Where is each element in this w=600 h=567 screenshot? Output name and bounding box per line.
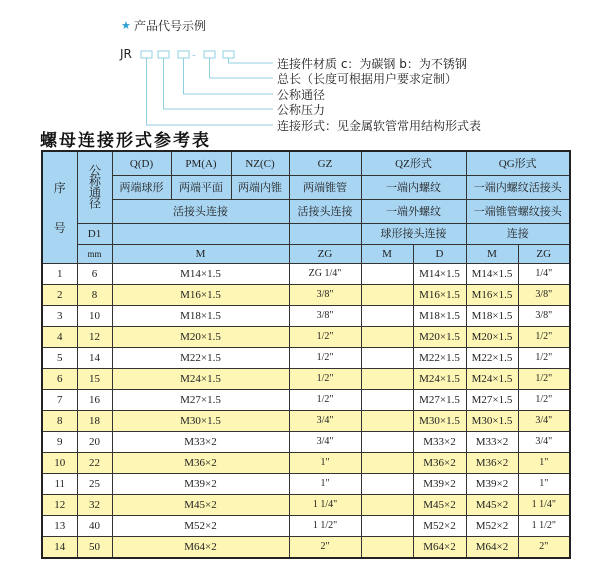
cell-seq: 13 bbox=[42, 516, 77, 537]
cell-d1: 32 bbox=[77, 495, 112, 516]
cell-m: M64×2 bbox=[112, 537, 289, 559]
header-cell: D bbox=[413, 245, 466, 264]
cell-m: M45×2 bbox=[112, 495, 289, 516]
cell-zg: ZG 1/4" bbox=[289, 264, 361, 285]
header-nominal-diameter: 公称通径 bbox=[77, 151, 112, 224]
cell-seq: 5 bbox=[42, 348, 77, 369]
header-cell: PM(A) bbox=[171, 151, 231, 176]
cell-qg-m: M36×2 bbox=[466, 453, 518, 474]
header-cell: NZ(C) bbox=[231, 151, 289, 176]
label-material: 连接件材质 c：为碳钢 b：为不锈钢 bbox=[277, 57, 467, 71]
leader-line bbox=[210, 58, 274, 78]
cell-qg-zg: 3/8" bbox=[518, 285, 570, 306]
table-row bbox=[42, 411, 570, 432]
header-cell: 一端内螺纹活接头 bbox=[466, 176, 570, 200]
cell-qg-zg: 2" bbox=[518, 537, 570, 559]
cell-d1: 18 bbox=[77, 411, 112, 432]
cell-d1: 20 bbox=[77, 432, 112, 453]
code-box-material bbox=[223, 51, 234, 58]
cell-qz-m bbox=[361, 390, 413, 411]
cell-qg-zg: 1 1/4" bbox=[518, 495, 570, 516]
header-seq: 序号 bbox=[42, 151, 77, 264]
cell-qg-m: M30×1.5 bbox=[466, 411, 518, 432]
label-pressure: 公称压力 bbox=[277, 103, 326, 117]
cell-qg-m: M39×2 bbox=[466, 474, 518, 495]
cell-qg-m: M14×1.5 bbox=[466, 264, 518, 285]
cell-qz-m bbox=[361, 495, 413, 516]
cell-qz-m bbox=[361, 432, 413, 453]
cell-qg-zg: 1" bbox=[518, 474, 570, 495]
table-row bbox=[42, 369, 570, 390]
cell-d1: 50 bbox=[77, 537, 112, 559]
cell-qg-zg: 1 1/2" bbox=[518, 516, 570, 537]
table-row bbox=[42, 306, 570, 327]
header-cell bbox=[112, 224, 289, 245]
cell-seq: 11 bbox=[42, 474, 77, 495]
cell-qg-zg: 1/2" bbox=[518, 327, 570, 348]
cell-qz-m bbox=[361, 411, 413, 432]
cell-zg: 1" bbox=[289, 474, 361, 495]
table-row bbox=[42, 495, 570, 516]
code-dash: - bbox=[192, 49, 196, 61]
cell-d1: 15 bbox=[77, 369, 112, 390]
label-diameter: 公称通径 bbox=[277, 88, 326, 102]
cell-zg: 3/8" bbox=[289, 306, 361, 327]
cell-qz-d: M18×1.5 bbox=[413, 306, 466, 327]
cell-qz-m bbox=[361, 474, 413, 495]
cell-zg: 1/2" bbox=[289, 348, 361, 369]
cell-m: M22×1.5 bbox=[112, 348, 289, 369]
table-row bbox=[42, 474, 570, 495]
cell-qg-zg: 1/4" bbox=[518, 264, 570, 285]
cell-zg: 2" bbox=[289, 537, 361, 559]
header-cell: M bbox=[361, 245, 413, 264]
header-cell: M bbox=[466, 245, 518, 264]
cell-qg-m: M16×1.5 bbox=[466, 285, 518, 306]
cell-qz-d: M14×1.5 bbox=[413, 264, 466, 285]
table-body bbox=[42, 264, 570, 559]
cell-m: M39×2 bbox=[112, 474, 289, 495]
cell-zg: 1 1/2" bbox=[289, 516, 361, 537]
cell-qz-d: M52×2 bbox=[413, 516, 466, 537]
header-cell: 一端外螺纹 bbox=[361, 200, 466, 224]
header-cell bbox=[289, 224, 361, 245]
cell-d1: 12 bbox=[77, 327, 112, 348]
cell-m: M20×1.5 bbox=[112, 327, 289, 348]
cell-qz-d: M27×1.5 bbox=[413, 390, 466, 411]
cell-m: M24×1.5 bbox=[112, 369, 289, 390]
cell-zg: 1/2" bbox=[289, 369, 361, 390]
cell-seq: 2 bbox=[42, 285, 77, 306]
table-row bbox=[42, 285, 570, 306]
header-cell: D1 bbox=[77, 224, 112, 245]
cell-d1: 10 bbox=[77, 306, 112, 327]
label-length: 总长（长度可根据用户要求定制） bbox=[277, 72, 458, 86]
cell-qg-zg: 3/4" bbox=[518, 411, 570, 432]
cell-qz-m bbox=[361, 537, 413, 559]
header-cell: 活接头连接 bbox=[289, 200, 361, 224]
header-cell: QZ形式 bbox=[361, 151, 466, 176]
table-row bbox=[42, 537, 570, 559]
cell-qg-m: M22×1.5 bbox=[466, 348, 518, 369]
table-row bbox=[42, 516, 570, 537]
cell-zg: 1/2" bbox=[289, 327, 361, 348]
header-cell: M bbox=[112, 245, 289, 264]
cell-qz-m bbox=[361, 453, 413, 474]
cell-qg-m: M24×1.5 bbox=[466, 369, 518, 390]
cell-d1: 16 bbox=[77, 390, 112, 411]
header-cell: Q(D) bbox=[112, 151, 171, 176]
star-icon: ★ bbox=[121, 20, 131, 32]
cell-zg: 1/2" bbox=[289, 390, 361, 411]
cell-qg-m: M27×1.5 bbox=[466, 390, 518, 411]
table-row bbox=[42, 264, 570, 285]
cell-seq: 7 bbox=[42, 390, 77, 411]
cell-d1: 6 bbox=[77, 264, 112, 285]
cell-zg: 3/4" bbox=[289, 411, 361, 432]
header-cell: mm bbox=[77, 245, 112, 264]
cell-zg: 3/4" bbox=[289, 432, 361, 453]
cell-seq: 9 bbox=[42, 432, 77, 453]
cell-m: M14×1.5 bbox=[112, 264, 289, 285]
cell-qz-d: M36×2 bbox=[413, 453, 466, 474]
cell-qg-zg: 3/8" bbox=[518, 306, 570, 327]
header-cell: 球形接头连接 bbox=[361, 224, 466, 245]
cell-qz-m bbox=[361, 516, 413, 537]
header-cell: ZG bbox=[518, 245, 570, 264]
cell-m: M33×2 bbox=[112, 432, 289, 453]
cell-d1: 14 bbox=[77, 348, 112, 369]
cell-m: M18×1.5 bbox=[112, 306, 289, 327]
table-row bbox=[42, 432, 570, 453]
header-cell: QG形式 bbox=[466, 151, 570, 176]
cell-qz-d: M22×1.5 bbox=[413, 348, 466, 369]
cell-qz-d: M45×2 bbox=[413, 495, 466, 516]
cell-qz-d: M30×1.5 bbox=[413, 411, 466, 432]
cell-seq: 8 bbox=[42, 411, 77, 432]
code-box-length bbox=[204, 51, 215, 58]
cell-seq: 10 bbox=[42, 453, 77, 474]
cell-seq: 3 bbox=[42, 306, 77, 327]
cell-qz-m bbox=[361, 348, 413, 369]
cell-seq: 12 bbox=[42, 495, 77, 516]
cell-qg-m: M20×1.5 bbox=[466, 327, 518, 348]
header-cell: 两端平面 bbox=[171, 176, 231, 200]
header-cell: 两端球形 bbox=[112, 176, 171, 200]
header-cell: ZG bbox=[289, 245, 361, 264]
label-connection: 连接形式：见金属软管常用结构形式表 bbox=[277, 119, 482, 133]
cell-qz-d: M39×2 bbox=[413, 474, 466, 495]
header-cell: 连接 bbox=[466, 224, 570, 245]
cell-zg: 1 1/4" bbox=[289, 495, 361, 516]
cell-m: M36×2 bbox=[112, 453, 289, 474]
cell-qg-m: M52×2 bbox=[466, 516, 518, 537]
table-row bbox=[42, 327, 570, 348]
cell-zg: 3/8" bbox=[289, 285, 361, 306]
header-cell: 两端内锥 bbox=[231, 176, 289, 200]
table-row bbox=[42, 453, 570, 474]
leader-line bbox=[229, 58, 274, 63]
code-prefix: JR bbox=[120, 47, 132, 61]
cell-qz-m bbox=[361, 285, 413, 306]
code-box-pressure bbox=[158, 51, 169, 58]
cell-qg-m: M64×2 bbox=[466, 537, 518, 559]
header-cell: 活接头连接 bbox=[112, 200, 289, 224]
table-title: 螺母连接形式参考表 bbox=[40, 131, 211, 151]
cell-qg-zg: 1/2" bbox=[518, 390, 570, 411]
cell-qg-zg: 1/2" bbox=[518, 369, 570, 390]
code-box-diameter bbox=[178, 51, 189, 58]
cell-seq: 6 bbox=[42, 369, 77, 390]
nut-connection-table bbox=[41, 150, 571, 559]
header-cell: GZ bbox=[289, 151, 361, 176]
cell-qz-d: M64×2 bbox=[413, 537, 466, 559]
cell-seq: 14 bbox=[42, 537, 77, 559]
cell-m: M30×1.5 bbox=[112, 411, 289, 432]
cell-d1: 40 bbox=[77, 516, 112, 537]
cell-qz-m bbox=[361, 327, 413, 348]
cell-qz-d: M16×1.5 bbox=[413, 285, 466, 306]
cell-qz-d: M20×1.5 bbox=[413, 327, 466, 348]
cell-m: M27×1.5 bbox=[112, 390, 289, 411]
cell-m: M52×2 bbox=[112, 516, 289, 537]
cell-qg-m: M45×2 bbox=[466, 495, 518, 516]
cell-d1: 25 bbox=[77, 474, 112, 495]
table-row bbox=[42, 390, 570, 411]
cell-qz-m bbox=[361, 264, 413, 285]
header-cell: 一端内螺纹 bbox=[361, 176, 466, 200]
cell-qz-m bbox=[361, 369, 413, 390]
cell-qg-zg: 1" bbox=[518, 453, 570, 474]
header-cell: 一端锥管螺纹接头 bbox=[466, 200, 570, 224]
cell-qg-m: M18×1.5 bbox=[466, 306, 518, 327]
cell-qz-m bbox=[361, 306, 413, 327]
code-boxes bbox=[141, 51, 273, 125]
cell-d1: 22 bbox=[77, 453, 112, 474]
cell-qg-m: M33×2 bbox=[466, 432, 518, 453]
cell-zg: 1" bbox=[289, 453, 361, 474]
code-box-connection bbox=[141, 51, 152, 58]
cell-d1: 8 bbox=[77, 285, 112, 306]
cell-seq: 1 bbox=[42, 264, 77, 285]
header-cell: 两端锥管 bbox=[289, 176, 361, 200]
table-row bbox=[42, 348, 570, 369]
cell-qg-zg: 3/4" bbox=[518, 432, 570, 453]
leader-line bbox=[164, 58, 274, 109]
cell-qg-zg: 1/2" bbox=[518, 348, 570, 369]
cell-seq: 4 bbox=[42, 327, 77, 348]
cell-qz-d: M33×2 bbox=[413, 432, 466, 453]
cell-m: M16×1.5 bbox=[112, 285, 289, 306]
code-example-heading: 产品代号示例 bbox=[134, 19, 207, 33]
cell-qz-d: M24×1.5 bbox=[413, 369, 466, 390]
